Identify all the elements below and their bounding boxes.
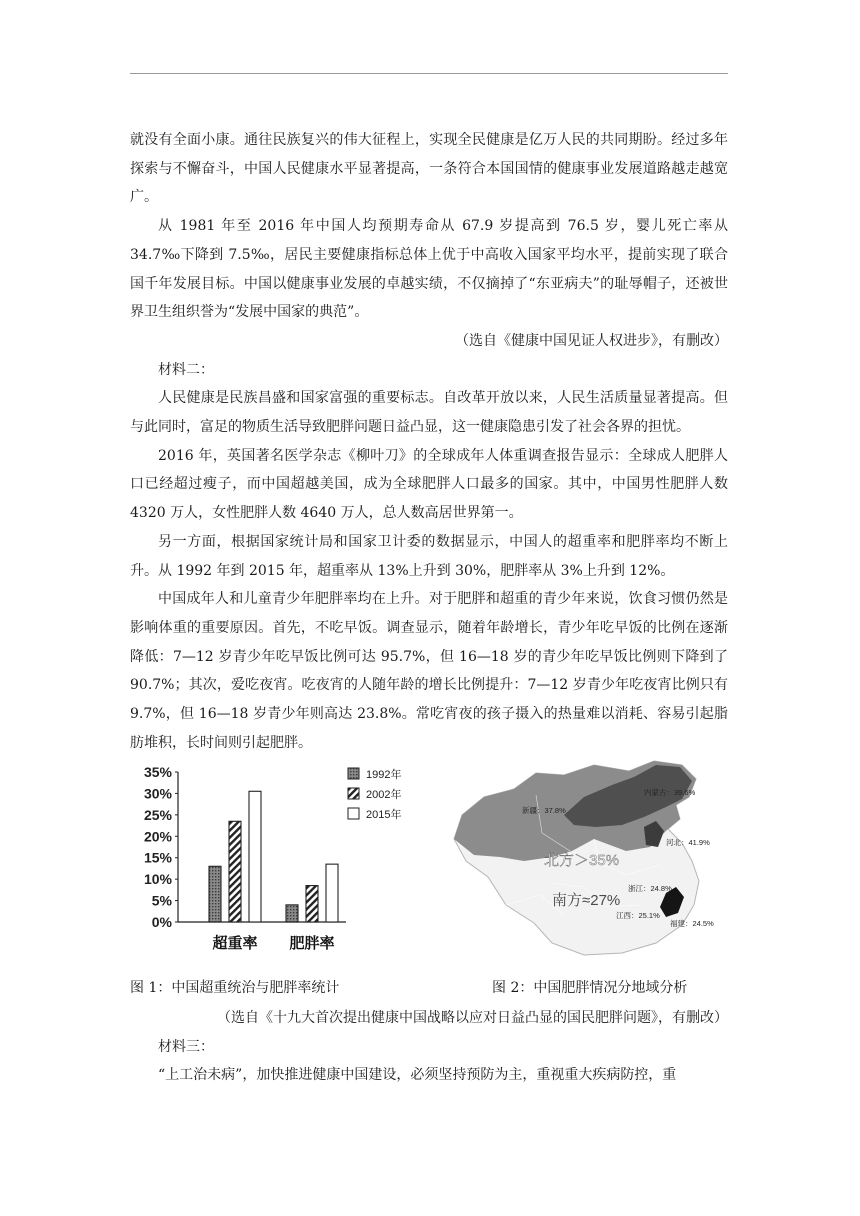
bar-chart (134, 762, 430, 962)
y-tick-label: 30% (143, 785, 172, 802)
bar (209, 866, 221, 922)
category-label: 超重率 (212, 934, 258, 952)
region-label-jiangxi: 江西：25.1% (616, 911, 660, 920)
y-tick-label: 0% (151, 914, 172, 930)
legend-swatch (348, 788, 359, 799)
paragraph: 从 1981 年至 2016 年中国人均预期寿命从 67.9 岁提高到 76.5 岁，婴儿死亡率从 34.7‰下降到 7.5‰，居民主要健康指标总体上优于中高收入国家平均水平，提前实现了联合国千年发展目标。中国以健康事业发展的卓越实绩，不仅摘掉了“东亚病夫”的耻辱帽子，还被世界卫生组织誉为“发展中国家的典范”。 (130, 218, 728, 321)
bar (229, 821, 241, 922)
paragraph: 人民健康是民族昌盛和国家富强的重要标志。自改革开放以来，人民生活质量显著提高。但与此同时，富足的物质生活导致肥胖问题日益凸显，这一健康隐患引发了社会各界的担忧。 (130, 390, 728, 436)
bar (326, 864, 338, 922)
region-label-fujian: 福建：24.5% (670, 919, 714, 928)
region-label-inner-mongolia: 内蒙古：39.6% (644, 788, 696, 797)
region-label-zhejiang: 浙江：24.8% (628, 884, 672, 893)
material-3-heading: 材料三： (158, 1038, 214, 1055)
y-tick-label: 20% (143, 828, 172, 845)
map-south-label: 南方≈27% (552, 892, 621, 909)
y-tick-label: 5% (151, 892, 172, 909)
text-block-3 (130, 1004, 728, 1090)
paragraph: 中国成年人和儿童青少年肥胖率均在上升。对于肥胖和超重的青少年来说，饮食习惯仍然是影响体重的重要原因。首先，不吃早饭。调查显示，随着年龄增长，青少年吃早饭的比例在逐渐降低：7—12 岁青少年吃早饭比例可达 95.7%，但 16—18 岁的青少年吃早饭比例则下降到了 90.7%；其次，爱吃夜宵。吃夜宵的人随年龄的增长比例提升：7—12 岁青少年吃夜宵比例只有 9.7%，但 16—18 岁青少年则高达 23.8%。常吃宵夜的孩子摄入的热量难以消耗、容易引起脂肪堆积，长时间则引起肥胖。 (130, 591, 728, 751)
y-tick-label: 25% (143, 806, 172, 823)
legend-label: 1992年 (366, 769, 402, 781)
region-label-xinjiang: 新疆：37.8% (522, 806, 566, 815)
header-rule (130, 73, 728, 74)
y-tick-label: 15% (143, 849, 172, 866)
bar (249, 791, 261, 922)
y-tick-label: 35% (143, 764, 172, 780)
region-label-hebei: 河北：41.9% (666, 838, 710, 847)
map-north-label: 北方＞35% (544, 852, 620, 869)
legend-label: 2002年 (366, 789, 402, 801)
figure-1-caption: 图 1：中国超重统治与肥胖率统计 (130, 980, 340, 996)
legend-label: 2015年 (366, 809, 402, 821)
paragraph: 2016 年，英国著名医学杂志《柳叶刀》的全球成年人体重调查报告显示：全球成人肥胖人口已经超过瘦子，而中国超越美国，成为全球肥胖人口最多的国家。其中，中国男性肥胖人数 4320 万人，女性肥胖人数 4640 万人，总人数高居世界第一。 (130, 447, 728, 522)
text-block-1 (130, 126, 728, 757)
bar (286, 905, 298, 922)
bar (306, 886, 318, 922)
paragraph: 就没有全面小康。通往民族复兴的伟大征程上，实现全民健康是亿万人民的共同期盼。经过多年探索与不懈奋斗，中国人民健康水平显著提高，一条符合本国国情的健康事业发展道路越走越宽广。 (130, 132, 728, 206)
material-2-heading: 材料二： (158, 361, 214, 378)
paragraph: “上工治未病”，加快推进健康中国建设，必须坚持预防为主，重视重大疾病防控，重 (158, 1067, 677, 1084)
paragraph: 另一方面，根据国家统计局和国家卫计委的数据显示，中国人的超重率和肥胖率均不断上升。从 1992 年到 2015 年，超重率从 13%上升到 30%，肥胖率从 3%上升到 12%。 (130, 533, 728, 579)
legend-swatch (348, 808, 359, 819)
y-tick-label: 10% (143, 871, 172, 888)
legend-swatch (348, 768, 359, 779)
figure-2-caption: 图 2：中国肥胖情况分地域分析 (492, 980, 688, 996)
category-label: 肥胖率 (289, 934, 335, 952)
source-citation-1: （选自《健康中国见证人权进步》，有删改） (455, 332, 728, 349)
source-citation-2: （选自《十九大首次提出健康中国战略以应对日益凸显的国民肥胖问题》，有删改） (217, 1010, 728, 1026)
china-obesity-map (444, 755, 730, 965)
